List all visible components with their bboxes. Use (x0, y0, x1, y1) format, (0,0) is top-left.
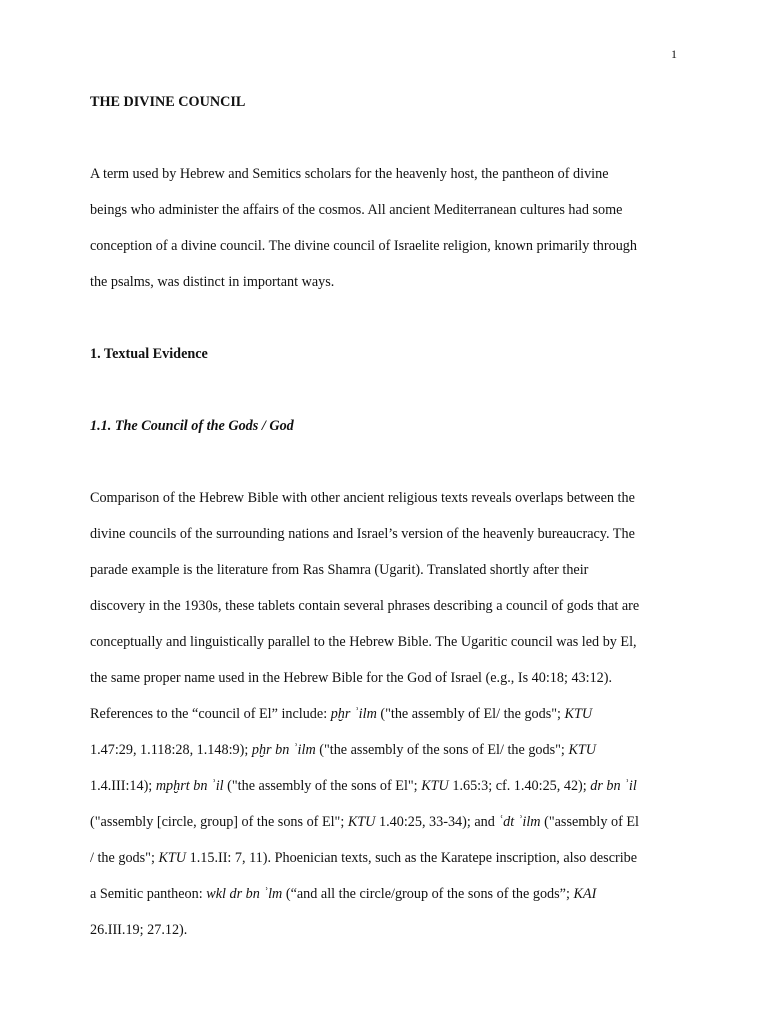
paragraph-text: ("the assembly of the sons of El/ the gods"; (315, 742, 569, 758)
spacer (90, 449, 678, 485)
ugaritic-term: pḫr ʾilm (330, 706, 377, 722)
paragraph-line-6: the same proper name used in the Hebrew Bible for the God of Israel (e.g., Is 40:18; 43:12). (90, 670, 613, 686)
paragraph-text: 26.III.19; 27.12). (90, 922, 188, 938)
paragraph-line-1: Comparison of the Hebrew Bible with other ancient religious texts reveals overlaps between the (90, 490, 635, 506)
paragraph-text: 1.47:29, 1.118:28, 1.148:9); (90, 742, 252, 758)
intro-line-1: A term used by Hebrew and Semitics scholars for the heavenly host, the pantheon of divine (90, 166, 609, 182)
paragraph-text: a Semitic pantheon: (90, 886, 207, 902)
citation-abbrev: KAI (573, 886, 597, 902)
paragraph-text: 1.4.III:14); (90, 778, 156, 794)
paragraph-text: ("the assembly of the sons of El"; (223, 778, 422, 794)
paragraph-text: ("assembly of El (540, 814, 639, 830)
paragraph-text: / the gods"; (90, 850, 159, 866)
intro-line-3: conception of a divine council. The divine council of Israelite religion, known primarily through (90, 238, 637, 254)
paragraph-line-12 (90, 881, 678, 917)
ugaritic-term: mpḫrt bn ʾil (155, 778, 224, 794)
paragraph-line-2: divine councils of the surrounding nations and Israel’s version of the heavenly bureaucracy. The (90, 526, 635, 542)
spacer (90, 305, 678, 341)
paragraph-line-13 (90, 917, 678, 953)
paragraph-text: ("assembly [circle, group] of the sons of El"; (90, 814, 348, 830)
subsection-heading: 1.1. The Council of the Gods / God (90, 418, 294, 434)
paragraph-text: 1.15.II: 7, 11). Phoenician texts, such as the Karatepe inscription, also describe (186, 850, 638, 866)
paragraph-line-7 (90, 701, 678, 737)
paragraph-line-5: conceptually and linguistically parallel to the Hebrew Bible. The Ugaritic council was led by El, (90, 634, 637, 650)
paragraph-line-10 (90, 809, 678, 845)
page-number: 1 (671, 47, 677, 61)
paragraph-line-4: discovery in the 1930s, these tablets contain several phrases describing a council of gods that are (90, 598, 640, 614)
paragraph-text: 1.40:25, 33-34); and (375, 814, 499, 830)
citation-abbrev: KTU (158, 850, 187, 866)
document-title: THE DIVINE COUNCIL (90, 94, 246, 110)
citation-abbrev: KTU (421, 778, 449, 794)
citation-abbrev: KTU (347, 814, 376, 830)
section-heading: 1. Textual Evidence (90, 346, 208, 362)
spacer (90, 125, 678, 161)
intro-line-2: beings who administer the affairs of the cosmos. All ancient Mediterranean cultures had some (90, 202, 623, 218)
intro-line-4: the psalms, was distinct in important ways. (90, 274, 335, 290)
paragraph-line-8 (90, 737, 678, 773)
paragraph-text: 1.65:3; cf. 1.40:25, 42); (448, 778, 591, 794)
ugaritic-term: ʿdt ʾilm (498, 814, 541, 830)
phoenician-term: wkl dr bn ʾlm (206, 886, 283, 902)
ugaritic-term: pḫr bn ʾilm (251, 742, 316, 758)
paragraph-text: ("the assembly of El/ the gods"; (376, 706, 565, 722)
spacer (90, 377, 678, 413)
paragraph-line-3: parade example is the literature from Ras Shamra (Ugarit). Translated shortly after their (90, 562, 589, 578)
ugaritic-term: dr bn ʾil (590, 778, 637, 794)
citation-abbrev: KTU (564, 706, 593, 722)
paragraph-line-11 (90, 845, 678, 881)
document-content (90, 89, 678, 953)
citation-abbrev: KTU (568, 742, 597, 758)
paragraph-text: References to the “council of El” include: (90, 706, 331, 722)
paragraph-line-9 (90, 773, 678, 809)
paragraph-text: (“and all the circle/group of the sons of the gods”; (282, 886, 574, 902)
